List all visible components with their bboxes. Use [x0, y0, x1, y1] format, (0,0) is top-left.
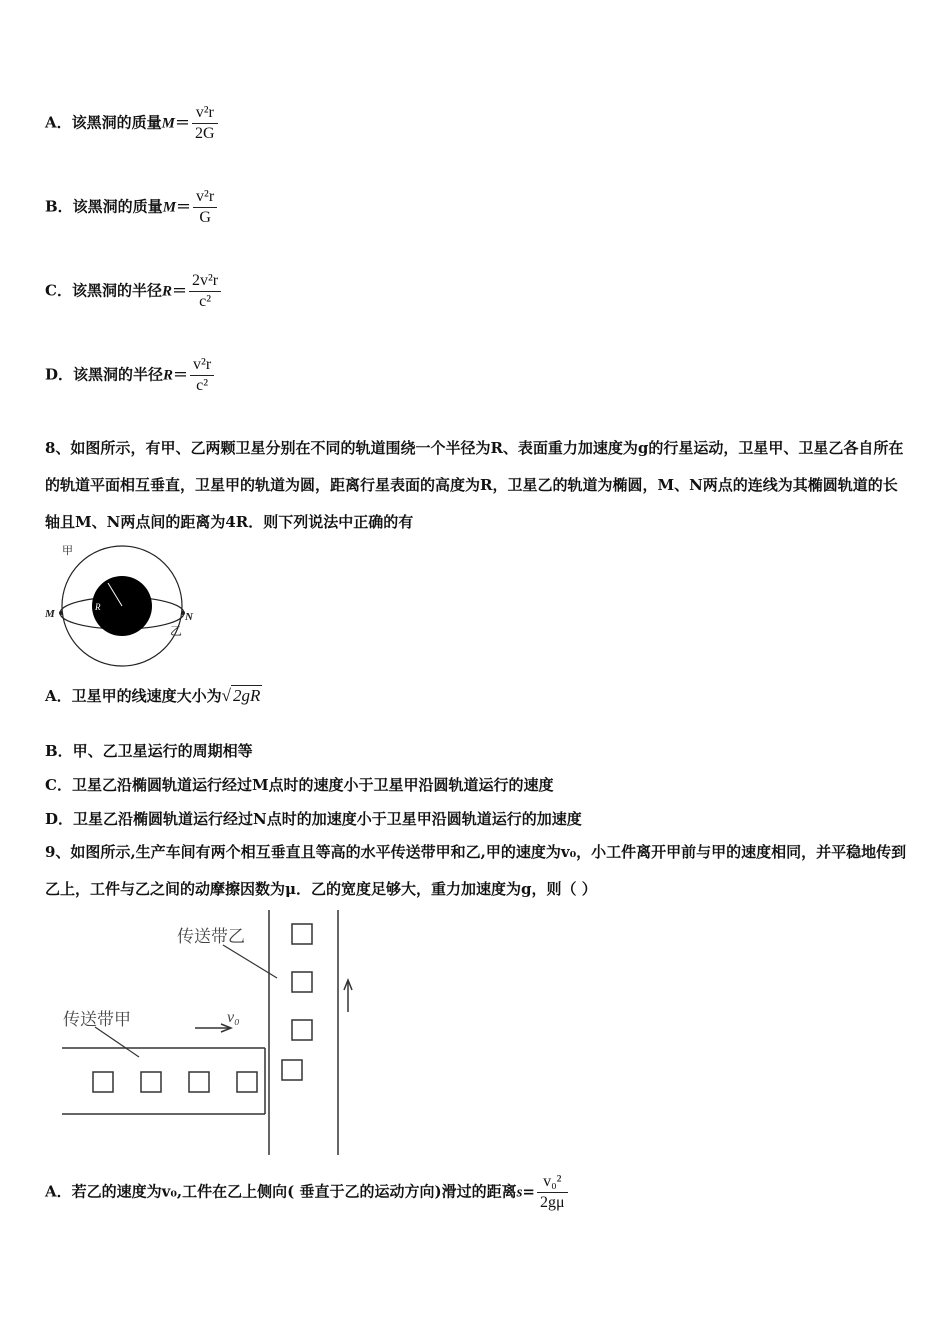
label-jia: 甲 — [62, 544, 73, 557]
q7-option-a-label: A．该黑洞的质量 — [45, 113, 162, 132]
workpiece — [237, 1072, 257, 1092]
q9-option-a — [45, 1172, 568, 1213]
label-n: N — [185, 611, 193, 623]
belt-jia-label: 传送带甲 — [63, 1010, 131, 1030]
q9-option-a-den: 2gμ — [540, 1194, 565, 1211]
q7-option-b-eq: ＝ — [176, 197, 192, 216]
q7-option-b-num: v²r — [193, 187, 217, 208]
workpiece — [292, 972, 312, 992]
q7-option-c — [45, 271, 221, 312]
q8-option-b: B．甲、乙卫星运行的周期相等 — [45, 742, 253, 760]
workpiece — [189, 1072, 209, 1092]
q7-option-d-eq: ＝ — [173, 365, 189, 384]
q8-stem: 8、如图所示，有甲、乙两颗卫星分别在不同的轨道围绕一个半径为R、表面重力加速度为g的行星运动，卫星甲、卫星乙各自所在的轨道平面相互垂直，卫星甲的轨道为圆，距离行星表面的高度为R，卫星乙的轨道为椭圆，M、N两点的连线为其椭圆轨道的长轴且M、N两点间的距离为4R．则下列说法中正确的有 — [45, 439, 904, 531]
q7-option-d-fraction — [190, 355, 214, 396]
q7-option-c-eq: ＝ — [171, 281, 187, 300]
q7-option-b-den: G — [199, 209, 211, 226]
q7-option-b-label: B．该黑洞的质量 — [45, 197, 163, 216]
q7-option-b — [45, 187, 217, 228]
q9-option-a-fraction — [537, 1172, 568, 1213]
q7-option-c-num: 2v²r — [189, 271, 221, 292]
q8-orbit-figure — [40, 540, 210, 670]
workpiece — [292, 1020, 312, 1040]
q8-option-a-label: A．卫星甲的线速度大小为 — [45, 687, 222, 705]
q7-option-a-eq: ＝ — [174, 113, 190, 132]
workpiece — [282, 1060, 302, 1080]
q7-option-d-den: c² — [196, 377, 209, 394]
q7-option-d-var: R — [163, 367, 174, 384]
q9-conveyor-figure — [55, 910, 385, 1160]
q9-option-a-label: A．若乙的速度为v₀,工件在乙上侧向( 垂直于乙的运动方向)滑过的距离 — [45, 1182, 517, 1201]
q7-option-a-num: v²r — [192, 103, 218, 124]
q9-stem: 9、如图所示,生产车间有两个相互垂直且等高的水平传送带甲和乙,甲的速度为v₀，小工件离开甲前与甲的速度相同，并平稳地传到乙上，工件与乙之间的动摩擦因数为μ．乙的宽度足够大，重力加速度为g，则（ ） — [45, 843, 907, 898]
q7-option-a-den: 2G — [195, 125, 215, 142]
q7-option-a — [45, 103, 218, 144]
q7-option-b-fraction — [193, 187, 217, 228]
q7-option-d-num: v²r — [190, 355, 214, 376]
label-r: R — [95, 602, 101, 612]
sqrt-radicand: 2gR — [232, 686, 261, 705]
leader-line-jia — [95, 1027, 139, 1057]
q7-option-b-var: M — [162, 199, 177, 216]
v0-label: v₀ — [227, 1009, 240, 1026]
q7-option-d-label: D．该黑洞的半径 — [45, 365, 164, 384]
q9-option-a-var: s — [516, 1184, 523, 1201]
q8-option-d: D．卫星乙沿椭圆轨道运行经过N点时的加速度小于卫星甲沿圆轨道运行的加速度 — [45, 810, 582, 828]
q8-option-a — [45, 685, 262, 706]
label-yi: 乙 — [170, 624, 183, 638]
q7-option-c-var: R — [161, 283, 172, 300]
q7-option-a-var: M — [161, 115, 175, 132]
workpiece — [141, 1072, 161, 1092]
workpiece — [93, 1072, 113, 1092]
point-m-dot — [59, 611, 63, 615]
q9-option-a-num: v₀² — [537, 1172, 568, 1193]
q7-option-c-fraction — [189, 271, 221, 312]
label-m: M — [45, 608, 55, 620]
belt-yi-label: 传送带乙 — [177, 927, 245, 947]
q8-option-c: C．卫星乙沿椭圆轨道运行经过M点时的速度小于卫星甲沿圆轨道运行的速度 — [45, 776, 554, 794]
q7-option-c-den: c² — [199, 293, 211, 310]
sqrt-expression: √ 2gR — [221, 686, 261, 705]
q9-option-a-eq: = — [522, 1182, 535, 1201]
q7-option-c-label: C．该黑洞的半径 — [45, 281, 162, 300]
q7-option-d — [45, 355, 214, 396]
q7-option-a-fraction — [192, 103, 218, 144]
workpiece — [292, 924, 312, 944]
